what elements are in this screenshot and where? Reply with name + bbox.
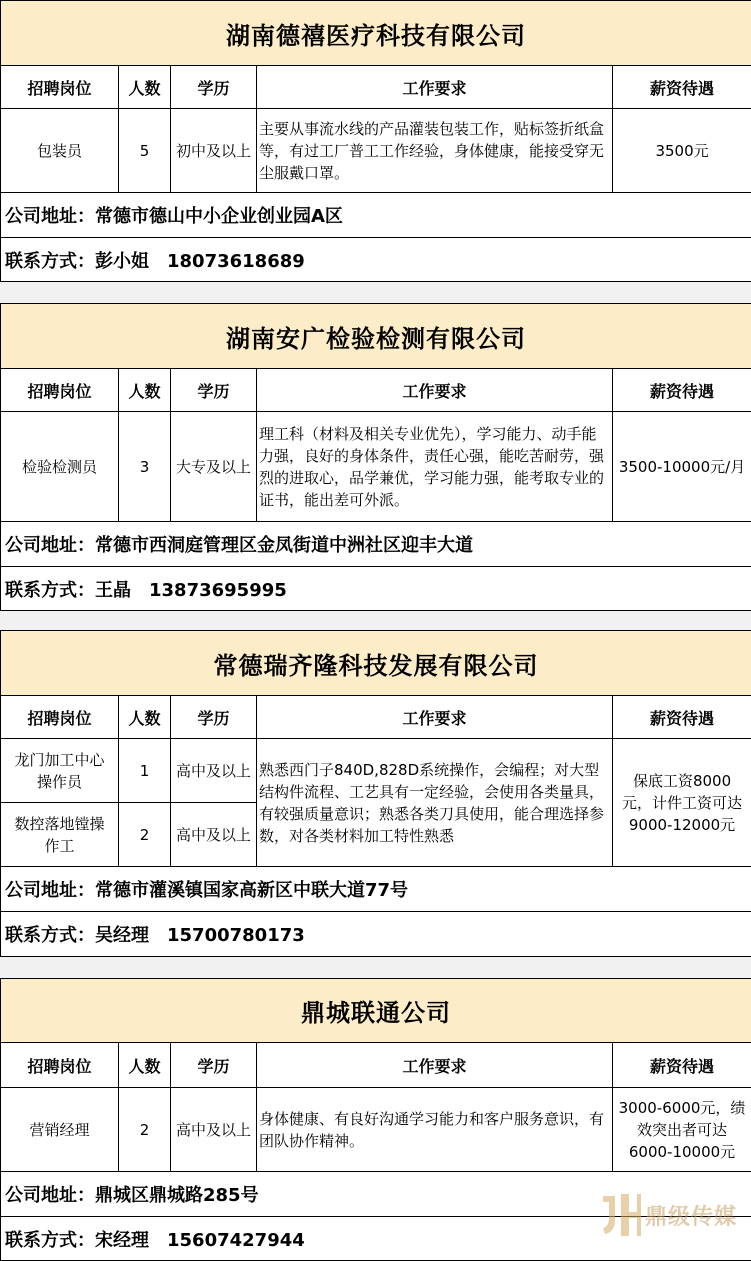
- job-education: 高中及以上: [171, 739, 257, 803]
- company-name: 湖南德禧医疗科技有限公司: [1, 1, 751, 66]
- company-block-1: [0, 0, 751, 282]
- job-requirements: 身体健康、有良好沟通学习能力和客户服务意识，有团队协作精神。: [257, 1088, 613, 1172]
- company-name: 常德瑞齐隆科技发展有限公司: [1, 631, 751, 696]
- contact-row: [1, 912, 751, 957]
- header-position: 招聘岗位: [1, 369, 119, 412]
- job-salary: 保底工资8000元，计件工资可达9000-12000元: [613, 739, 751, 867]
- company-block-4: [0, 978, 751, 1261]
- job-requirements: 熟悉西门子840D,828D系统操作，会编程；对大型结构件流程、工艺具有一定经验，会使用各类量具，有较强质量意识；熟悉各类刀具使用，能合理选择参数，对各类材料加工特性熟悉: [257, 739, 613, 867]
- header-salary: 薪资待遇: [613, 369, 751, 412]
- job-salary: 3000-6000元，绩效突出者可达6000-10000元: [613, 1088, 751, 1172]
- address-label: 公司地址：: [5, 206, 95, 227]
- contact-label: 联系方式：: [5, 580, 95, 601]
- job-education: 大专及以上: [171, 412, 257, 522]
- section-gap: [0, 281, 751, 303]
- header-count: 人数: [119, 66, 171, 109]
- job-requirements: 主要从事流水线的产品灌装包装工作，贴标签折纸盒等，有过工厂普工工作经验，身体健康，能接受穿无尘服戴口罩。: [257, 109, 613, 193]
- contact-row: [1, 567, 751, 611]
- contact-name: 吴经理: [95, 925, 149, 946]
- contact-label: 联系方式：: [5, 251, 95, 272]
- job-count: 1: [119, 739, 171, 803]
- header-education: 学历: [171, 696, 257, 739]
- job-position: 龙门加工中心操作员: [1, 739, 119, 803]
- section-gap: [0, 957, 751, 978]
- section-gap: [0, 610, 751, 630]
- company-name: 鼎城联通公司: [1, 979, 751, 1043]
- header-requirements: 工作要求: [257, 696, 613, 739]
- job-count: 2: [119, 803, 171, 867]
- address-value: 常德市德山中小企业创业园A区: [95, 206, 343, 227]
- contact-row: [1, 1217, 751, 1261]
- job-count: 3: [119, 412, 171, 522]
- contact-phone: 15700780173: [167, 925, 305, 946]
- job-salary: 3500-10000元/月: [613, 412, 751, 522]
- header-salary: 薪资待遇: [613, 66, 751, 109]
- contact-label: 联系方式：: [5, 1230, 95, 1251]
- address-row: [1, 193, 751, 238]
- job-count: 2: [119, 1088, 171, 1172]
- address-row: [1, 867, 751, 912]
- job-position: 营销经理: [1, 1088, 119, 1172]
- address-label: 公司地址：: [5, 535, 95, 556]
- company-block-3: [0, 630, 751, 957]
- header-salary: 薪资待遇: [613, 1043, 751, 1088]
- job-salary: 3500元: [613, 109, 751, 193]
- address-label: 公司地址：: [5, 880, 95, 901]
- job-position: 数控落地镗操作工: [1, 803, 119, 867]
- header-salary: 薪资待遇: [613, 696, 751, 739]
- header-position: 招聘岗位: [1, 66, 119, 109]
- header-count: 人数: [119, 696, 171, 739]
- header-count: 人数: [119, 369, 171, 412]
- address-row: [1, 1172, 751, 1217]
- header-count: 人数: [119, 1043, 171, 1088]
- contact-row: [1, 238, 751, 282]
- company-name: 湖南安广检验检测有限公司: [1, 304, 751, 369]
- job-education: 高中及以上: [171, 1088, 257, 1172]
- header-education: 学历: [171, 369, 257, 412]
- job-position: 检验检测员: [1, 412, 119, 522]
- header-requirements: 工作要求: [257, 66, 613, 109]
- header-education: 学历: [171, 1043, 257, 1088]
- contact-name: 王晶: [95, 580, 131, 601]
- contact-phone: 13873695995: [149, 580, 287, 601]
- address-row: [1, 522, 751, 567]
- address-value: 鼎城区鼎城路285号: [95, 1185, 259, 1206]
- header-requirements: 工作要求: [257, 369, 613, 412]
- header-position: 招聘岗位: [1, 696, 119, 739]
- header-education: 学历: [171, 66, 257, 109]
- job-education: 初中及以上: [171, 109, 257, 193]
- contact-name: 彭小姐: [95, 251, 149, 272]
- contact-phone: 15607427944: [167, 1230, 305, 1251]
- header-requirements: 工作要求: [257, 1043, 613, 1088]
- header-position: 招聘岗位: [1, 1043, 119, 1088]
- address-value: 常德市灌溪镇国家高新区中联大道77号: [95, 880, 408, 901]
- job-position: 包装员: [1, 109, 119, 193]
- address-value: 常德市西洞庭管理区金凤街道中洲社区迎丰大道: [95, 535, 473, 556]
- company-block-2: [0, 303, 751, 611]
- job-requirements: 理工科（材料及相关专业优先），学习能力、动手能力强，良好的身体条件，责任心强，能吃苦耐劳，强烈的进取心，品学兼优，学习能力强，能考取专业的证书，能出差可外派。: [257, 412, 613, 522]
- job-education: 高中及以上: [171, 803, 257, 867]
- contact-name: 宋经理: [95, 1230, 149, 1251]
- address-label: 公司地址：: [5, 1185, 95, 1206]
- contact-phone: 18073618689: [167, 251, 305, 272]
- contact-label: 联系方式：: [5, 925, 95, 946]
- job-count: 5: [119, 109, 171, 193]
- watermark-text: 鼎级传媒: [645, 1200, 737, 1231]
